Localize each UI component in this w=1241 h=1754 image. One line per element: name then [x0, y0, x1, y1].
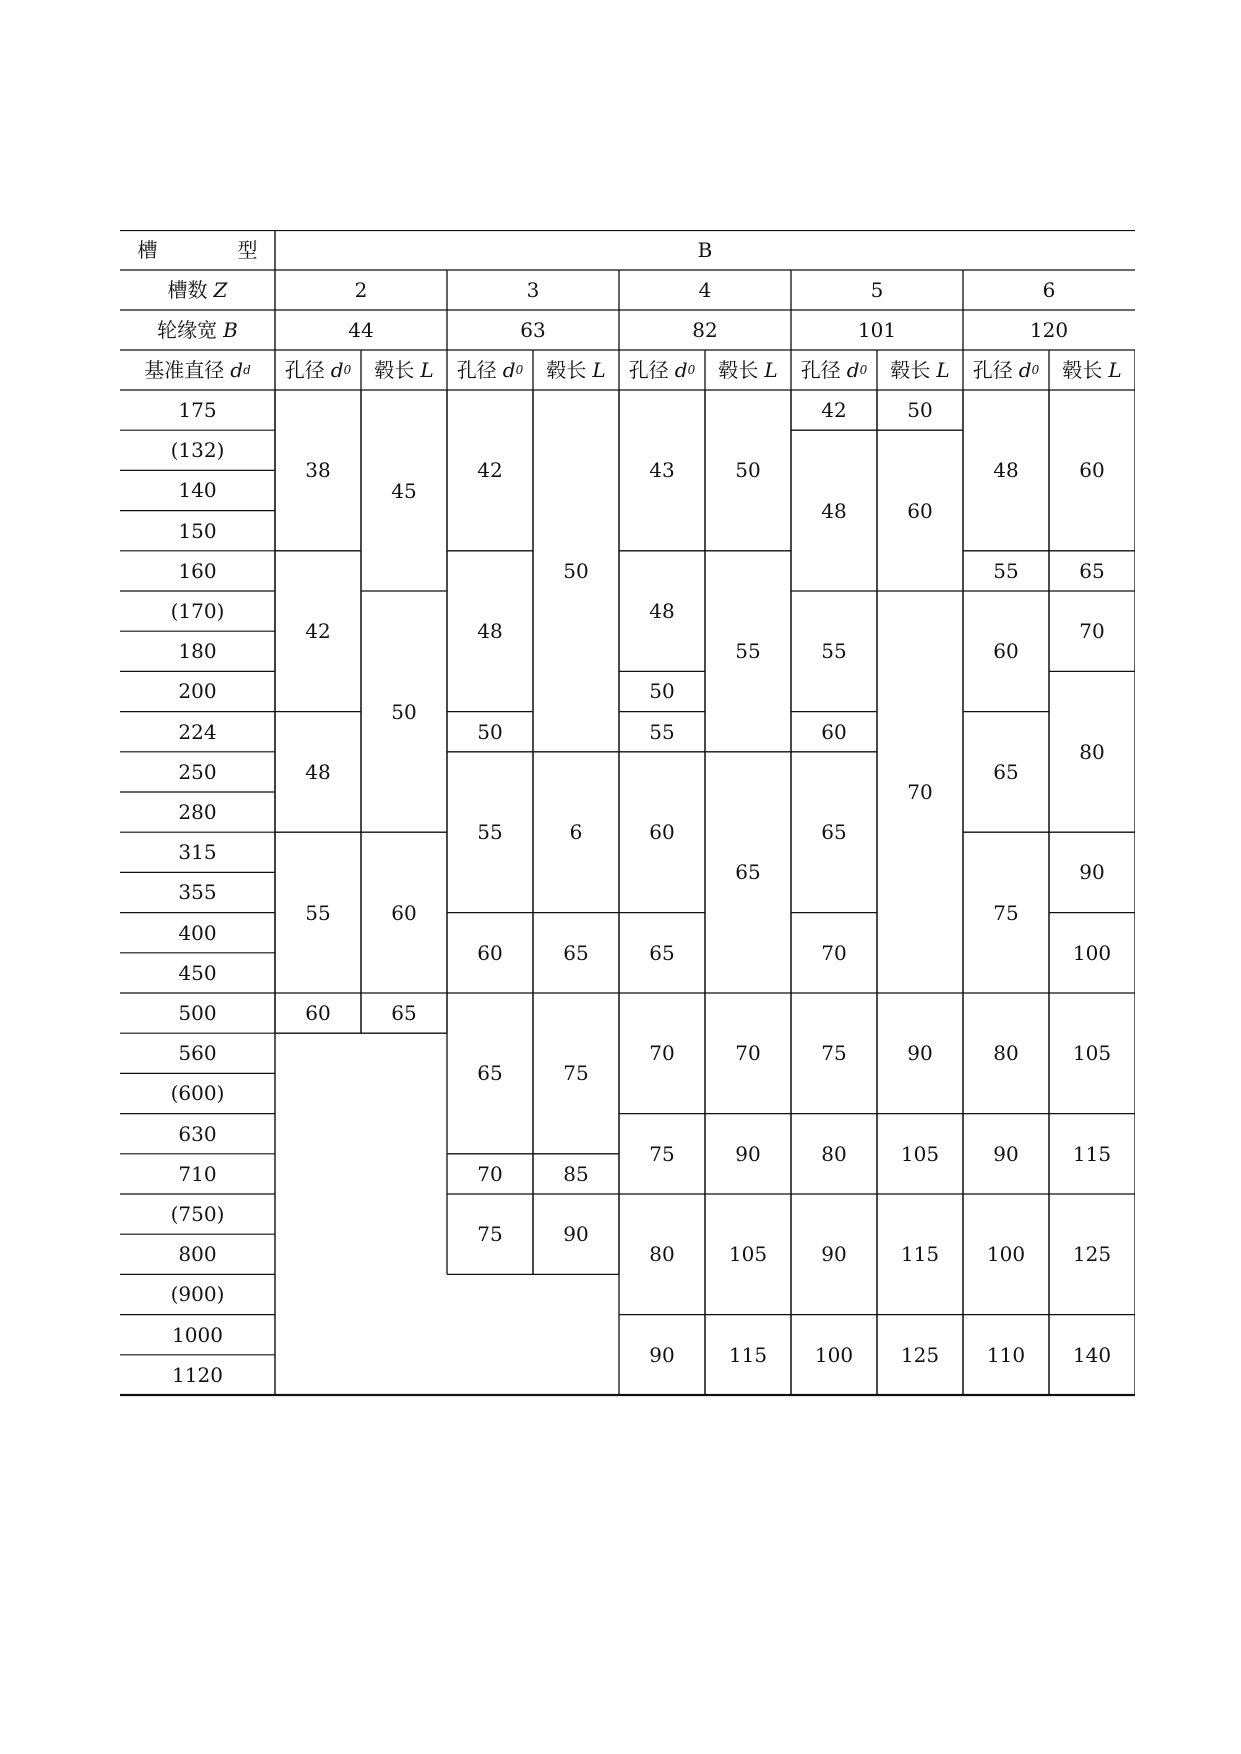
bore-label: 孔径: [628, 358, 669, 382]
datum-diameter-row-label: 500: [178, 1001, 217, 1026]
bore-diameter-cell: 50: [649, 679, 675, 704]
datum-diameter-row-label: 280: [178, 800, 217, 825]
bore-diameter-header: [791, 350, 877, 390]
bore-symbol: d: [674, 358, 688, 382]
bore-diameter-cell: 60: [821, 719, 847, 744]
hub-length-cell: 125: [1072, 1242, 1112, 1267]
hub-length-cell: 65: [1079, 558, 1105, 583]
hub-length-cell: 65: [391, 1001, 417, 1026]
hub-length-cell: 60: [907, 498, 933, 523]
bore-diameter-cell: 48: [649, 599, 675, 624]
hub-symbol: L: [420, 358, 434, 382]
bore-diameter-cell: 75: [649, 1141, 675, 1166]
bore-label: 孔径: [284, 358, 325, 382]
datum-diameter-row-label: 150: [178, 518, 217, 543]
bore-diameter-cell: 75: [993, 900, 1019, 925]
datum-diameter-row-label: 175: [178, 398, 217, 423]
hub-length-cell: 50: [391, 699, 417, 724]
datum-diameter-row-label: 200: [178, 679, 217, 704]
datum-diameter-row-label: 450: [178, 960, 217, 985]
bore-diameter-cell: 55: [821, 639, 847, 664]
hub-length-cell: 90: [563, 1222, 589, 1247]
hub-length-cell: 70: [1079, 619, 1105, 644]
hub-length-cell: 115: [900, 1242, 940, 1267]
datum-diameter-row-label: 224: [178, 719, 217, 744]
bore-subscript: 0: [1031, 363, 1040, 377]
bore-diameter-cell: 70: [649, 1041, 675, 1066]
hub-length-cell: 70: [735, 1041, 761, 1066]
bore-diameter-cell: 60: [993, 639, 1019, 664]
hub-length-cell: 6: [569, 820, 583, 845]
hub-label: 毂长: [546, 358, 587, 382]
groove-count-value: 4: [698, 278, 712, 302]
bore-diameter-cell: 65: [821, 820, 847, 845]
hub-symbol: L: [592, 358, 606, 382]
hub-symbol: L: [1108, 358, 1122, 382]
bore-diameter-cell: 55: [305, 900, 331, 925]
hub-length-cell: 65: [563, 940, 589, 965]
bore-diameter-cell: 90: [993, 1141, 1019, 1166]
bore-label: 孔径: [972, 358, 1013, 382]
bore-symbol: d: [330, 358, 344, 382]
hub-symbol: L: [936, 358, 950, 382]
bore-diameter-cell: 48: [305, 759, 331, 784]
hub-length-cell: 125: [900, 1342, 940, 1367]
hub-length-cell: 105: [728, 1242, 768, 1267]
rim-width-value: 120: [1029, 318, 1069, 342]
bore-diameter-cell: 90: [821, 1242, 847, 1267]
hub-label: 毂长: [374, 358, 415, 382]
hub-length-cell: 90: [735, 1141, 761, 1166]
bore-diameter-cell: 70: [821, 940, 847, 965]
hub-length-cell: 140: [1072, 1342, 1112, 1367]
bore-diameter-cell: 80: [993, 1041, 1019, 1066]
hub-length-cell: 100: [1072, 940, 1112, 965]
bore-diameter-cell: 55: [649, 719, 675, 744]
bore-diameter-cell: 100: [814, 1342, 854, 1367]
hub-length-cell: 50: [735, 458, 761, 483]
bore-diameter-cell: 65: [649, 940, 675, 965]
datum-diameter-sub: d: [243, 363, 251, 377]
hub-length-header: [533, 350, 619, 390]
bore-diameter-cell: 60: [305, 1001, 331, 1026]
rim-width-value: 101: [857, 318, 897, 342]
rim-width-value: 44: [348, 318, 374, 342]
datum-diameter-header: [120, 350, 275, 390]
groove-count-label: 槽数: [167, 278, 208, 302]
bore-diameter-cell: 100: [986, 1242, 1026, 1267]
bore-diameter-cell: 80: [821, 1141, 847, 1166]
bore-diameter-header: [963, 350, 1049, 390]
bore-diameter-cell: 110: [986, 1342, 1026, 1367]
datum-diameter-row-label: 710: [178, 1161, 217, 1186]
hub-length-cell: 45: [391, 478, 417, 503]
groove-count-value: 2: [354, 278, 368, 302]
bore-diameter-cell: 80: [649, 1242, 675, 1267]
hub-length-cell: 60: [1079, 458, 1105, 483]
bore-diameter-cell: 48: [477, 619, 503, 644]
hub-symbol: L: [764, 358, 778, 382]
hub-length-header: [361, 350, 447, 390]
hub-length-cell: 105: [1072, 1041, 1112, 1066]
datum-diameter-row-label: (750): [170, 1202, 225, 1227]
datum-diameter-row-label: (600): [170, 1081, 225, 1106]
bore-subscript: 0: [515, 363, 524, 377]
bore-symbol: d: [502, 358, 516, 382]
hub-length-cell: 115: [1072, 1141, 1112, 1166]
groove-type-header: [120, 230, 288, 270]
hub-length-cell: 50: [907, 398, 933, 423]
bore-diameter-cell: 48: [821, 498, 847, 523]
bore-symbol: d: [1018, 358, 1032, 382]
hub-label: 毂长: [890, 358, 931, 382]
datum-diameter-row-label: 140: [178, 478, 217, 503]
datum-diameter-row-label: (132): [170, 438, 225, 463]
datum-diameter-row-label: 630: [178, 1121, 217, 1146]
datum-diameter-label: 基准直径: [144, 358, 225, 382]
bore-diameter-cell: 42: [305, 619, 331, 644]
hub-label: 毂长: [718, 358, 759, 382]
hub-length-cell: 85: [563, 1161, 589, 1186]
groove-count-value: 5: [870, 278, 884, 302]
hub-length-cell: 115: [728, 1342, 768, 1367]
bore-diameter-cell: 65: [477, 1061, 503, 1086]
bore-subscript: 0: [687, 363, 696, 377]
datum-diameter-row-label: 160: [178, 558, 217, 583]
hub-length-cell: 50: [563, 558, 589, 583]
datum-diameter-row-label: 1120: [172, 1362, 223, 1387]
bore-diameter-cell: 60: [649, 820, 675, 845]
rim-width-symbol: B: [223, 318, 238, 342]
datum-diameter-row-label: 400: [178, 920, 217, 945]
hub-length-header: [877, 350, 963, 390]
bore-symbol: d: [846, 358, 860, 382]
bore-diameter-header: [447, 350, 533, 390]
rim-width-header: [120, 310, 275, 350]
bore-label: 孔径: [456, 358, 497, 382]
bore-diameter-cell: 55: [993, 558, 1019, 583]
bore-diameter-cell: 70: [477, 1161, 503, 1186]
pulley-dimension-table: [120, 230, 1135, 1410]
bore-diameter-cell: 55: [477, 820, 503, 845]
datum-diameter-row-label: 315: [178, 840, 217, 865]
bore-label: 孔径: [800, 358, 841, 382]
bore-diameter-cell: 75: [821, 1041, 847, 1066]
groove-type-label: 槽 型: [137, 238, 288, 262]
bore-diameter-cell: 38: [305, 458, 331, 483]
groove-count-symbol: Z: [213, 278, 228, 302]
hub-length-cell: 65: [735, 860, 761, 885]
hub-length-cell: 70: [907, 780, 933, 804]
hub-length-cell: 90: [907, 1041, 933, 1066]
bore-diameter-cell: 65: [993, 759, 1019, 784]
bore-subscript: 0: [343, 363, 352, 377]
bore-diameter-cell: 42: [477, 458, 503, 483]
hub-length-header: [1049, 350, 1135, 390]
bore-diameter-header: [619, 350, 705, 390]
bore-diameter-cell: 48: [993, 458, 1019, 483]
groove-count-header: [120, 270, 275, 310]
bore-diameter-cell: 90: [649, 1342, 675, 1367]
rim-width-label: 轮缘宽: [157, 318, 218, 342]
datum-diameter-symbol: d: [230, 358, 244, 382]
groove-count-value: 6: [1042, 278, 1056, 302]
bore-diameter-cell: 42: [821, 398, 847, 423]
rim-width-value: 82: [692, 318, 718, 342]
bore-diameter-cell: 60: [477, 940, 503, 965]
rim-width-value: 63: [520, 318, 546, 342]
hub-label: 毂长: [1062, 358, 1103, 382]
datum-diameter-row-label: 180: [178, 639, 217, 664]
hub-length-cell: 55: [735, 639, 761, 664]
datum-diameter-row-label: 355: [178, 880, 217, 905]
groove-count-value: 3: [526, 278, 540, 302]
datum-diameter-row-label: 560: [178, 1041, 217, 1066]
groove-type-value: B: [697, 238, 713, 262]
datum-diameter-row-label: (900): [170, 1282, 225, 1307]
bore-subscript: 0: [859, 363, 868, 377]
hub-length-cell: 75: [563, 1061, 589, 1086]
bore-diameter-header: [275, 350, 361, 390]
hub-length-cell: 80: [1079, 739, 1105, 764]
datum-diameter-row-label: 250: [178, 759, 217, 784]
bore-diameter-cell: 75: [477, 1222, 503, 1247]
bore-diameter-cell: 50: [477, 719, 503, 744]
datum-diameter-row-label: (170): [170, 599, 225, 624]
datum-diameter-row-label: 1000: [172, 1322, 223, 1347]
bore-diameter-cell: 43: [649, 458, 675, 483]
datum-diameter-row-label: 800: [178, 1242, 217, 1267]
hub-length-cell: 60: [391, 900, 417, 925]
hub-length-header: [705, 350, 791, 390]
hub-length-cell: 90: [1079, 860, 1105, 885]
hub-length-cell: 105: [900, 1141, 940, 1166]
